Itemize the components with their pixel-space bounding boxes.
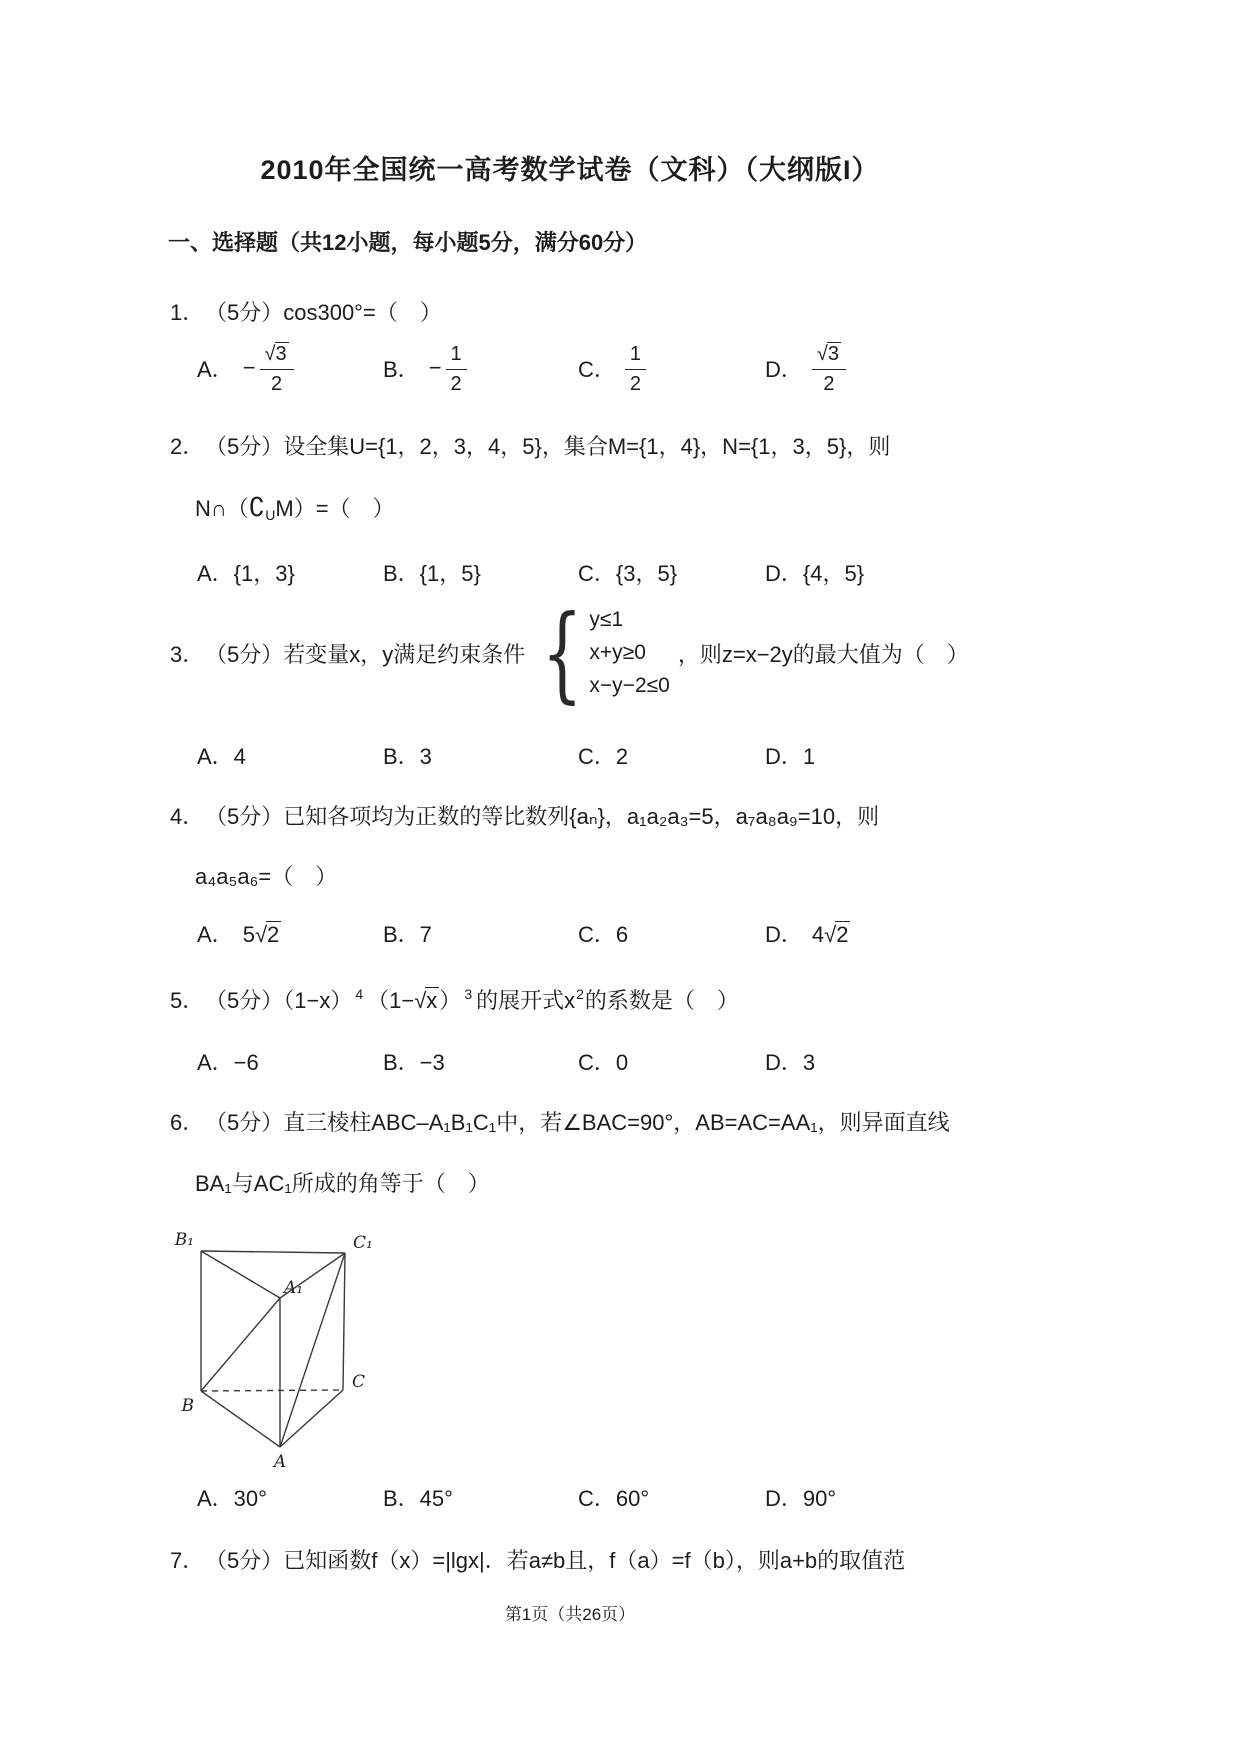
question-6-options bbox=[0, 1482, 1241, 1512]
question-1-number: 1． bbox=[170, 300, 205, 325]
question-5-number: 5． bbox=[170, 988, 205, 1013]
question-6-stem-line1: （5分）直三棱柱ABC–A₁B₁C₁中，若∠BAC=90°，AB=AC=AA₁，则异面直线 bbox=[205, 1110, 950, 1135]
numerator: 1 bbox=[625, 342, 646, 370]
option-c: C．6 bbox=[578, 922, 629, 947]
constraint-lines bbox=[589, 606, 669, 700]
question-2 bbox=[170, 430, 890, 461]
option-a bbox=[197, 918, 281, 949]
fraction bbox=[446, 342, 467, 395]
option-d-label: D． bbox=[765, 922, 803, 947]
question-5-options bbox=[0, 1046, 1241, 1076]
question-3-stem-prefix: （5分）若变量x，y满足约束条件 bbox=[205, 641, 526, 667]
option-a-label: A． bbox=[197, 922, 234, 947]
question-7-stem: （5分）已知函数f（x）=|lgx|．若a≠b且，f（a）=f（b），则a+b的取值范 bbox=[205, 1548, 906, 1573]
radical-icon: √ bbox=[824, 922, 836, 947]
page-footer: 第1页（共26页） bbox=[504, 1605, 636, 1624]
denominator: 2 bbox=[629, 372, 642, 395]
denominator: 2 bbox=[823, 372, 835, 395]
stem-part: （5分）（1−x） bbox=[205, 988, 353, 1013]
fraction bbox=[625, 342, 646, 395]
question-6-stem-line2: BA₁与AC₁所成的角等于（ ） bbox=[195, 1171, 490, 1196]
constraint-1: y≤1 bbox=[589, 608, 624, 632]
option-b-label: B． bbox=[383, 356, 420, 382]
edge-BA bbox=[201, 1391, 280, 1447]
option-a-label: A． bbox=[197, 356, 234, 382]
radicand: 2 bbox=[836, 922, 849, 947]
option-b: B．7 bbox=[383, 922, 432, 947]
radicand: 3 bbox=[827, 342, 839, 365]
vertex-label-C1: C₁ bbox=[353, 1233, 373, 1253]
radicand: 3 bbox=[275, 342, 287, 365]
radical-icon: √ bbox=[816, 342, 827, 365]
radical-icon: √ bbox=[254, 922, 267, 947]
question-5 bbox=[170, 984, 739, 1015]
option-c: C．60° bbox=[578, 1486, 650, 1511]
vertex-label-B1: B₁ bbox=[174, 1230, 194, 1250]
question-2-stem-line1: （5分）设全集U={1，2，3，4，5}，集合M={1，4}，N={1，3，5}，则 bbox=[205, 434, 891, 459]
option-a: A．30° bbox=[197, 1486, 267, 1511]
radical-icon: √ bbox=[264, 342, 275, 365]
minus-sign: − bbox=[428, 355, 442, 380]
option-d bbox=[765, 332, 846, 404]
option-b: B．−3 bbox=[383, 1050, 445, 1075]
constraint-3: x−y−2≤0 bbox=[589, 674, 670, 698]
question-7-number: 7． bbox=[170, 1548, 205, 1573]
question-7 bbox=[170, 1544, 905, 1575]
question-1 bbox=[170, 296, 442, 327]
option-c: C．2 bbox=[578, 744, 629, 769]
vertex-label-C: C bbox=[352, 1372, 366, 1392]
option-d bbox=[765, 918, 850, 949]
option-c-label: C． bbox=[578, 356, 616, 382]
question-2-number: 2． bbox=[170, 434, 205, 459]
option-b: B．45° bbox=[383, 1486, 453, 1511]
option-d-label: D． bbox=[765, 356, 803, 382]
fraction bbox=[260, 342, 294, 395]
question-4-stem-line2: a₄a₅a₆=（ ） bbox=[195, 864, 338, 889]
option-a: A．4 bbox=[197, 744, 246, 769]
minus-sign: − bbox=[242, 355, 256, 380]
left-brace: { bbox=[541, 592, 583, 714]
question-3-number: 3． bbox=[170, 641, 205, 667]
edge-C1C bbox=[343, 1253, 345, 1390]
vertex-label-A1: A₁ bbox=[284, 1278, 304, 1298]
hidden-edge-BC bbox=[201, 1390, 343, 1391]
exponent-4: 4 bbox=[355, 986, 364, 1002]
question-6 bbox=[170, 1106, 950, 1137]
exponent-3: 3 bbox=[464, 986, 473, 1002]
vertex-label-A: A bbox=[273, 1452, 287, 1472]
radicand: 2 bbox=[267, 922, 280, 947]
stem-part: 的系数是（ ） bbox=[584, 988, 739, 1013]
stem-part: 的展开式x bbox=[476, 988, 576, 1013]
option-b: B．3 bbox=[383, 744, 432, 769]
question-4-stem-line1: （5分）已知各项均为正数的等比数列{aₙ}，a₁a₂a₃=5，a₇a₈a₉=10，则 bbox=[205, 804, 880, 829]
denominator: 2 bbox=[271, 372, 283, 395]
option-a: A．−6 bbox=[197, 1050, 259, 1075]
option-d: D．90° bbox=[765, 1486, 837, 1511]
stem-part: ） bbox=[439, 988, 462, 1013]
stem-part: （1− bbox=[367, 988, 415, 1013]
question-4 bbox=[170, 800, 879, 831]
complement-symbol: ∁ bbox=[248, 492, 266, 522]
exponent-2: 2 bbox=[576, 986, 584, 1002]
question-2-options bbox=[0, 557, 1241, 587]
question-1-stem: （5分）cos300°=（ ） bbox=[205, 300, 442, 325]
numerator: 1 bbox=[446, 342, 467, 370]
radicand: x bbox=[426, 988, 438, 1013]
question-6-number: 6． bbox=[170, 1110, 205, 1135]
prism-figure bbox=[150, 1215, 380, 1473]
question-3-stem-suffix: ，则z=x−2y的最大值为（ ） bbox=[677, 641, 969, 667]
denominator: 2 bbox=[450, 372, 462, 395]
option-c: C．{3，5} bbox=[578, 561, 678, 586]
constraint-system bbox=[529, 592, 670, 714]
question-4-number: 4． bbox=[170, 804, 205, 829]
section-header: 一、选择题（共12小题，每小题5分，满分60分） bbox=[168, 230, 648, 255]
option-d: D．3 bbox=[765, 1050, 816, 1075]
coefficient: 5 bbox=[242, 922, 255, 947]
question-3 bbox=[170, 592, 969, 714]
option-a: A．{1，3} bbox=[197, 561, 295, 586]
question-4-options bbox=[0, 918, 1241, 948]
set-expression-prefix: N∩（ bbox=[195, 496, 249, 521]
edge-B1C1 bbox=[201, 1251, 345, 1253]
question-3-options bbox=[0, 740, 1241, 770]
complement-subscript: U bbox=[265, 507, 276, 523]
set-expression-suffix: M）=（ ） bbox=[275, 496, 395, 521]
radical-icon: √ bbox=[414, 988, 426, 1013]
coefficient: 4 bbox=[811, 922, 825, 947]
question-1-options bbox=[0, 332, 1241, 404]
edge-B1A1 bbox=[201, 1251, 280, 1298]
fraction bbox=[812, 342, 846, 395]
option-b bbox=[383, 332, 467, 404]
question-2-stem-line2 bbox=[195, 492, 395, 523]
constraint-2: x+y≥0 bbox=[589, 641, 646, 665]
vertex-label-B: B bbox=[181, 1396, 194, 1416]
option-b: B．{1，5} bbox=[383, 561, 481, 586]
option-c: C．0 bbox=[578, 1050, 629, 1075]
option-d: D．{4，5} bbox=[765, 561, 865, 586]
option-d: D．1 bbox=[765, 744, 816, 769]
diagonal-BA1 bbox=[201, 1298, 280, 1391]
page-title: 2010年全国统一高考数学试卷（文科）（大纲版I） bbox=[260, 155, 880, 185]
question-5-stem bbox=[205, 984, 739, 1015]
option-c bbox=[578, 332, 646, 404]
option-a bbox=[197, 332, 294, 404]
